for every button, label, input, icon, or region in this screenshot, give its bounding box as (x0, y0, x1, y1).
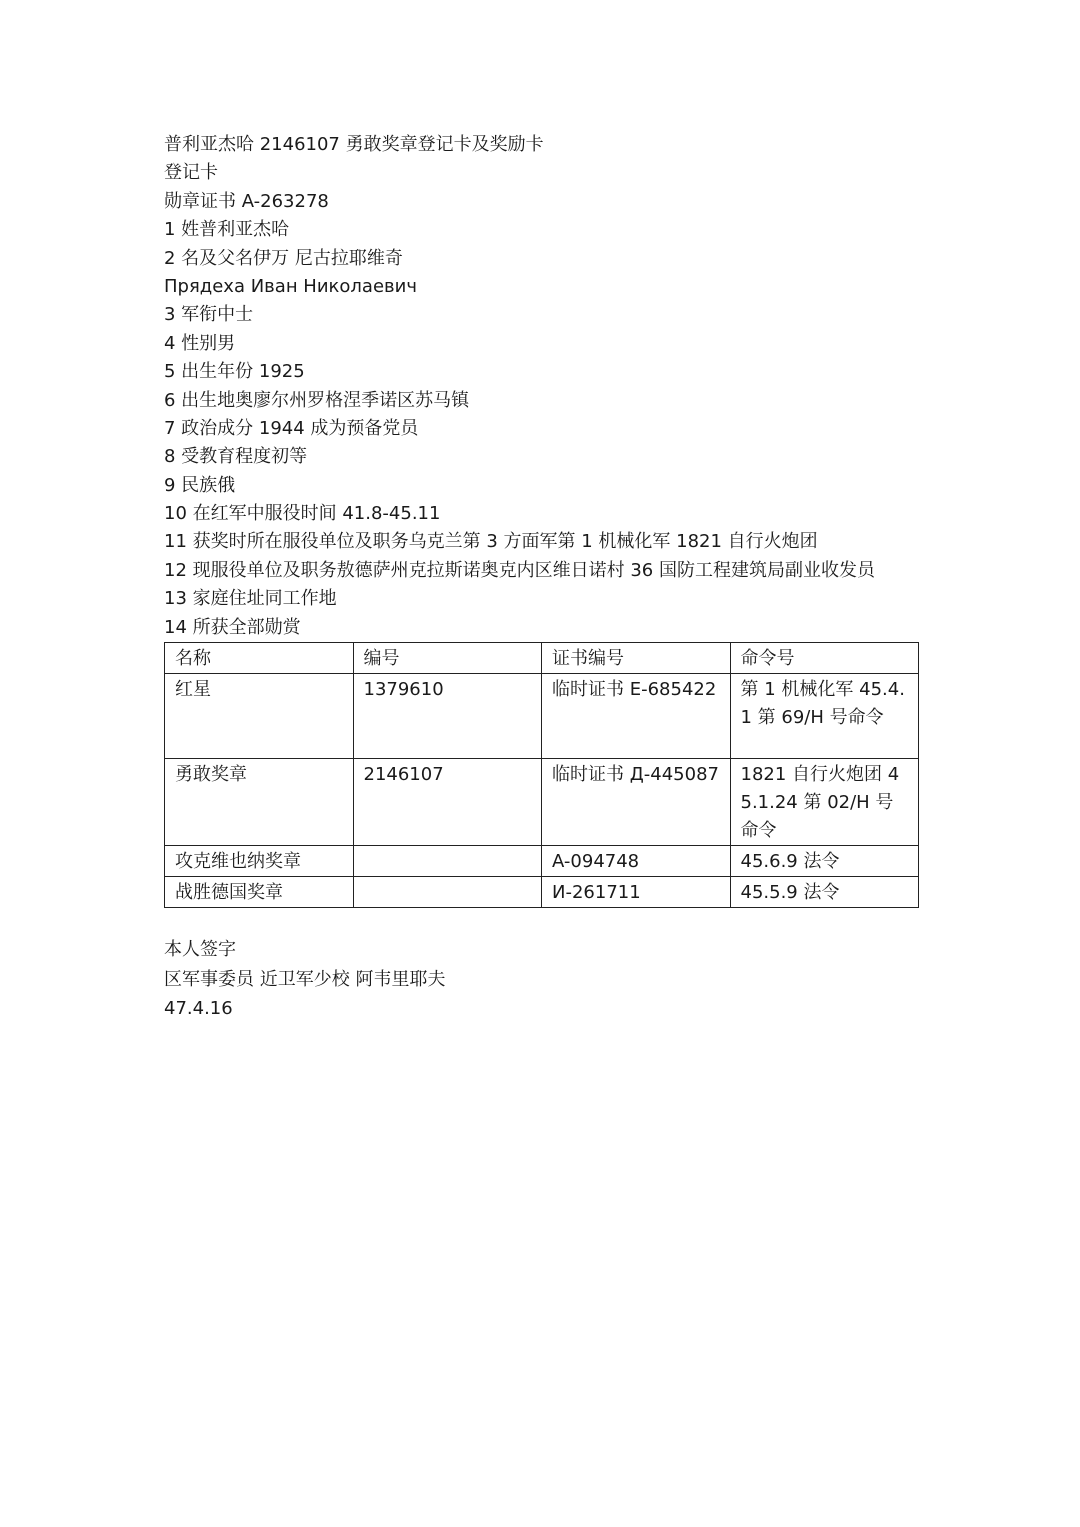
cell-award-name: 战胜德国奖章 (165, 877, 354, 908)
header-number: 编号 (353, 643, 542, 674)
cell-award-number (353, 877, 542, 908)
cell-certificate: И-261711 (542, 877, 731, 908)
cell-certificate: 临时证书 Д-445087 (542, 759, 731, 846)
cell-order: 1821 自行火炮团 45.1.24 第 02/H 号命令 (730, 759, 919, 846)
signature-block (164, 935, 924, 1024)
field-service-period: 10 在红军中服役时间 41.8-45.11 (164, 503, 441, 525)
field-name-russian: Прядеха Иван Николаевич (164, 275, 417, 297)
header-name: 名称 (165, 643, 354, 674)
field-party: 7 政治成分 1944 成为预备党员 (164, 417, 419, 439)
field-sex: 4 性别男 (164, 332, 236, 354)
field-name-patronymic: 2 名及父名伊万 尼古拉耶维奇 (164, 247, 403, 269)
field-education: 8 受教育程度初等 (164, 446, 308, 468)
cell-award-number: 2146107 (353, 759, 542, 846)
self-signature-label: 本人签字 (164, 939, 236, 961)
field-current-unit: 12 现服役单位及职务敖德萨州克拉斯诺奥克内区维日诺村 36 国防工程建筑局副业收发员 (164, 559, 875, 581)
field-rank: 3 军衔中士 (164, 304, 254, 326)
cell-certificate: A-094748 (542, 846, 731, 877)
header-order: 命令号 (730, 643, 919, 674)
document-page (164, 131, 924, 1024)
field-birthplace: 6 出生地奥廖尔州罗格涅季诺区苏马镇 (164, 389, 470, 411)
document-title: 普利亚杰哈 2146107 勇敢奖章登记卡及奖励卡 (164, 134, 544, 155)
field-birth-year: 5 出生年份 1925 (164, 361, 305, 383)
field-surname: 1 姓普利亚杰哈 (164, 219, 290, 241)
cell-award-number: 1379610 (353, 674, 542, 759)
cell-order: 第 1 机械化军 45.4.1 第 69/H 号命令 (730, 674, 919, 759)
document-subtitle: 登记卡 (164, 162, 218, 184)
table-header-row (165, 643, 919, 674)
field-nationality: 9 民族俄 (164, 474, 236, 496)
cell-certificate: 临时证书 E-685422 (542, 674, 731, 759)
header-certificate: 证书编号 (542, 643, 731, 674)
field-unit-at-award: 11 获奖时所在服役单位及职务乌克兰第 3 方面军第 1 机械化军 1821 自行火炮团 (164, 531, 818, 553)
awards-table (164, 642, 919, 908)
field-address: 13 家庭住址同工作地 (164, 588, 337, 610)
cell-order: 45.5.9 法令 (730, 877, 919, 908)
cell-award-number (353, 846, 542, 877)
table-row (165, 759, 919, 846)
signature-date: 47.4.16 (164, 998, 233, 1020)
table-row (165, 846, 919, 877)
cell-award-name: 攻克维也纳奖章 (165, 846, 354, 877)
cell-award-name: 勇敢奖章 (165, 759, 354, 846)
table-row (165, 674, 919, 759)
table-row (165, 877, 919, 908)
cell-order: 45.6.9 法令 (730, 846, 919, 877)
officer-signature: 区军事委员 近卫军少校 阿韦里耶夫 (164, 968, 446, 990)
cell-award-name: 红星 (165, 674, 354, 759)
certificate-number: 勋章证书 A-263278 (164, 190, 329, 212)
field-all-awards: 14 所获全部勋赏 (164, 616, 301, 638)
